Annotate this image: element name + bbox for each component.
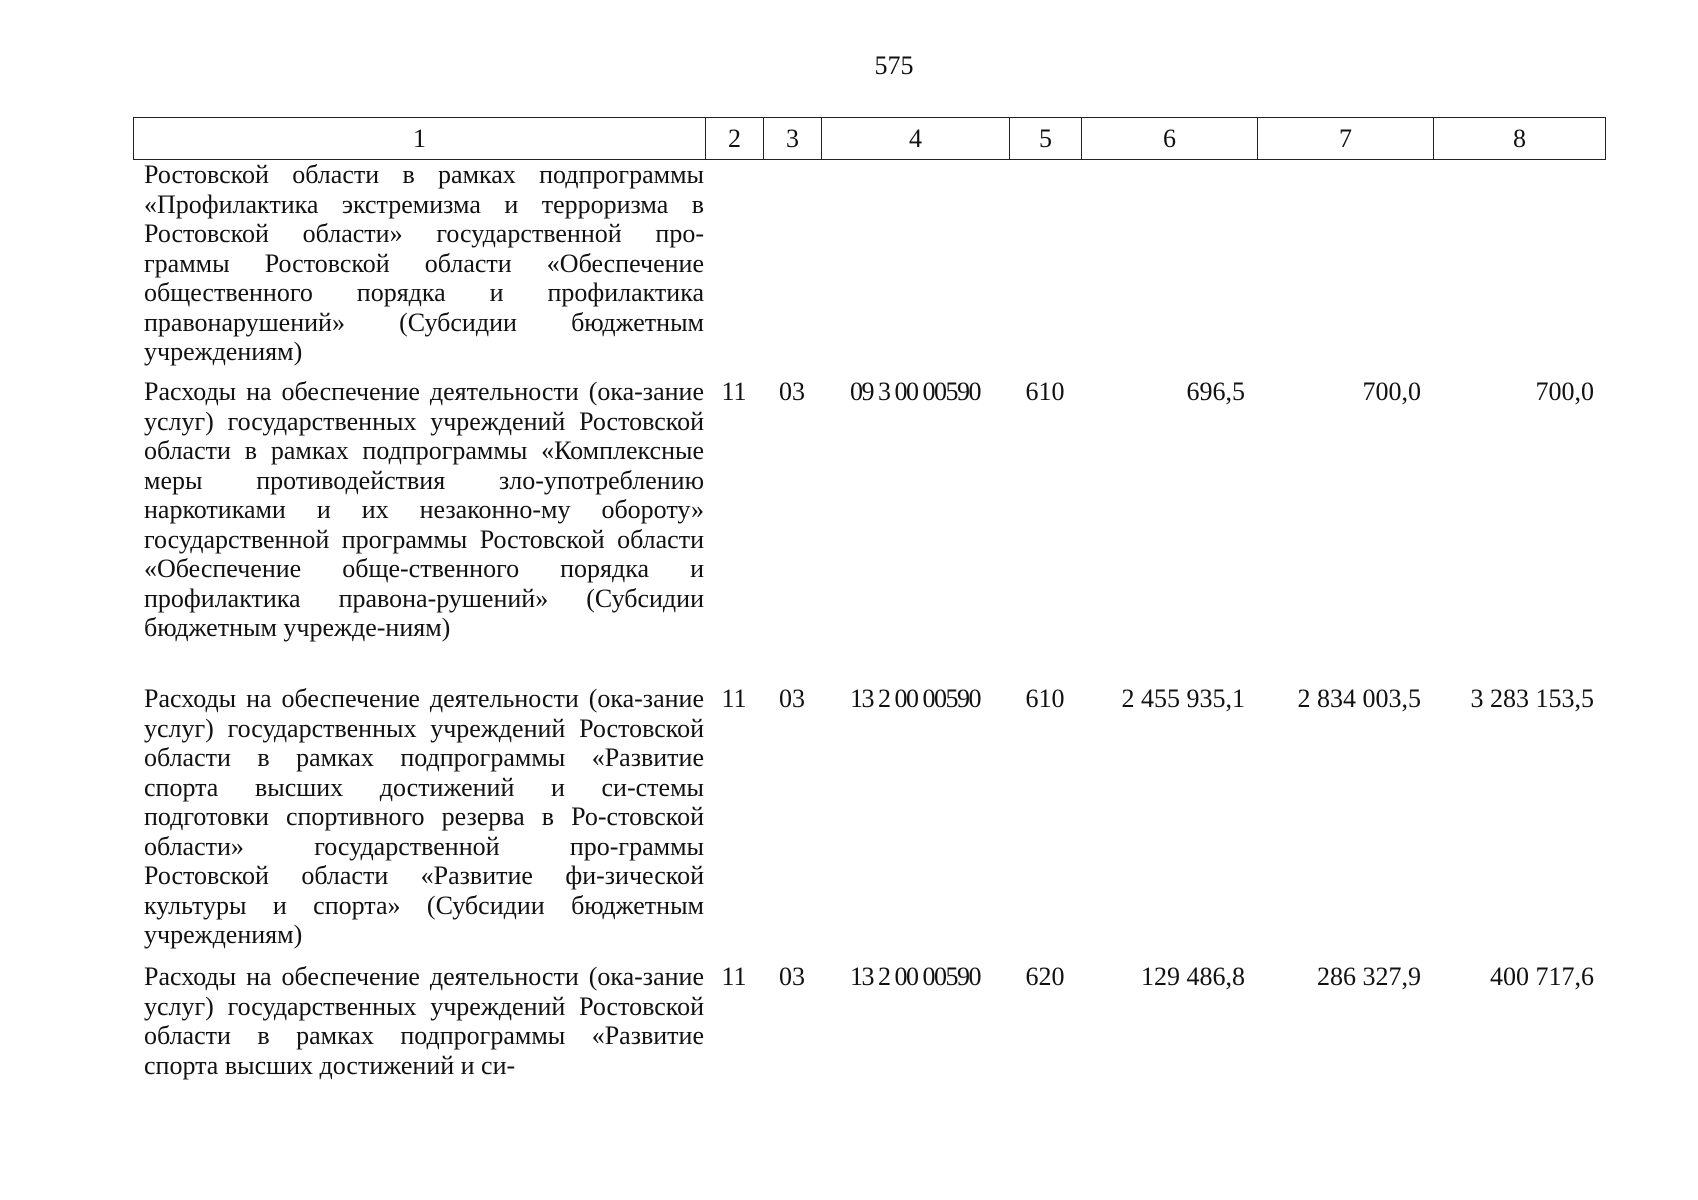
column-header-6: 6 bbox=[1082, 118, 1258, 160]
row-subsection: 03 bbox=[779, 684, 805, 713]
table-header bbox=[133, 117, 1606, 160]
row-amount-col7: 286 327,9 bbox=[1317, 962, 1421, 991]
row-amount-col8: 3 283 153,5 bbox=[1470, 684, 1594, 713]
row-amount-col8: 400 717,6 bbox=[1490, 962, 1594, 991]
row-amount-col6: 2 455 935,1 bbox=[1121, 684, 1245, 713]
row-amount-col6: 129 486,8 bbox=[1141, 962, 1245, 991]
row-subsection: 03 bbox=[779, 377, 805, 406]
row-description: Расходы на обеспечение деятельности (ока-зание услуг) государственных учреждений Ростовской области в рамках подпрограммы «Развитие спорта высших достижений и си-стемы подготовки спортивного резерва в Ро-стовской области» государственной про-граммы Ростовской области «Развитие фи-зической культуры и спорта» (Субсидии бюджетным учреждениям) bbox=[144, 684, 704, 949]
column-header-5: 5 bbox=[1010, 118, 1082, 160]
row-section: 11 bbox=[721, 377, 747, 406]
column-header-7: 7 bbox=[1258, 118, 1434, 160]
row-expense-type: 610 bbox=[1025, 377, 1065, 406]
column-header-3: 3 bbox=[764, 118, 822, 160]
column-header-2: 2 bbox=[706, 118, 764, 160]
row-description: Расходы на обеспечение деятельности (ока-зание услуг) государственных учреждений Ростовской области в рамках подпрограммы «Комплексные меры противодействия зло-употреблению наркотиками и их незаконно-му обороту» государственной программы Ростовской области «Обеспечение обще-ственного порядка и профилактика правона-рушений» (Субсидии бюджетным учрежде-ниям) bbox=[144, 377, 704, 642]
row-target-code: 13 2 00 00590 bbox=[850, 684, 980, 713]
row-expense-type: 610 bbox=[1025, 684, 1065, 713]
row-subsection: 03 bbox=[779, 962, 805, 991]
column-header-1: 1 bbox=[134, 118, 706, 160]
row-target-code: 13 2 00 00590 bbox=[850, 962, 980, 991]
column-header-8: 8 bbox=[1434, 118, 1606, 160]
row-amount-col8: 700,0 bbox=[1535, 377, 1594, 406]
row-description: Расходы на обеспечение деятельности (ока-зание услуг) государственных учреждений Ростовской области в рамках подпрограммы «Развитие спорта высших достижений и си- bbox=[144, 962, 704, 1080]
row-target-code: 09 3 00 00590 bbox=[850, 377, 980, 406]
row-amount-col7: 2 834 003,5 bbox=[1297, 684, 1421, 713]
column-header-4: 4 bbox=[822, 118, 1010, 160]
row-amount-col6: 696,5 bbox=[1186, 377, 1245, 406]
row-amount-col7: 700,0 bbox=[1362, 377, 1421, 406]
row-section: 11 bbox=[721, 684, 747, 713]
row-description: Ростовской области в рамках подпрограммы «Профилактика экстремизма и терроризма в Ростовской области» государственной про-граммы Ростовской области «Обеспечение общественного порядка и профилактика правонарушений» (Субсидии бюджетным учреждениям) bbox=[144, 160, 704, 366]
row-expense-type: 620 bbox=[1025, 962, 1065, 991]
page-number: 575 bbox=[874, 51, 914, 80]
row-section: 11 bbox=[721, 962, 747, 991]
